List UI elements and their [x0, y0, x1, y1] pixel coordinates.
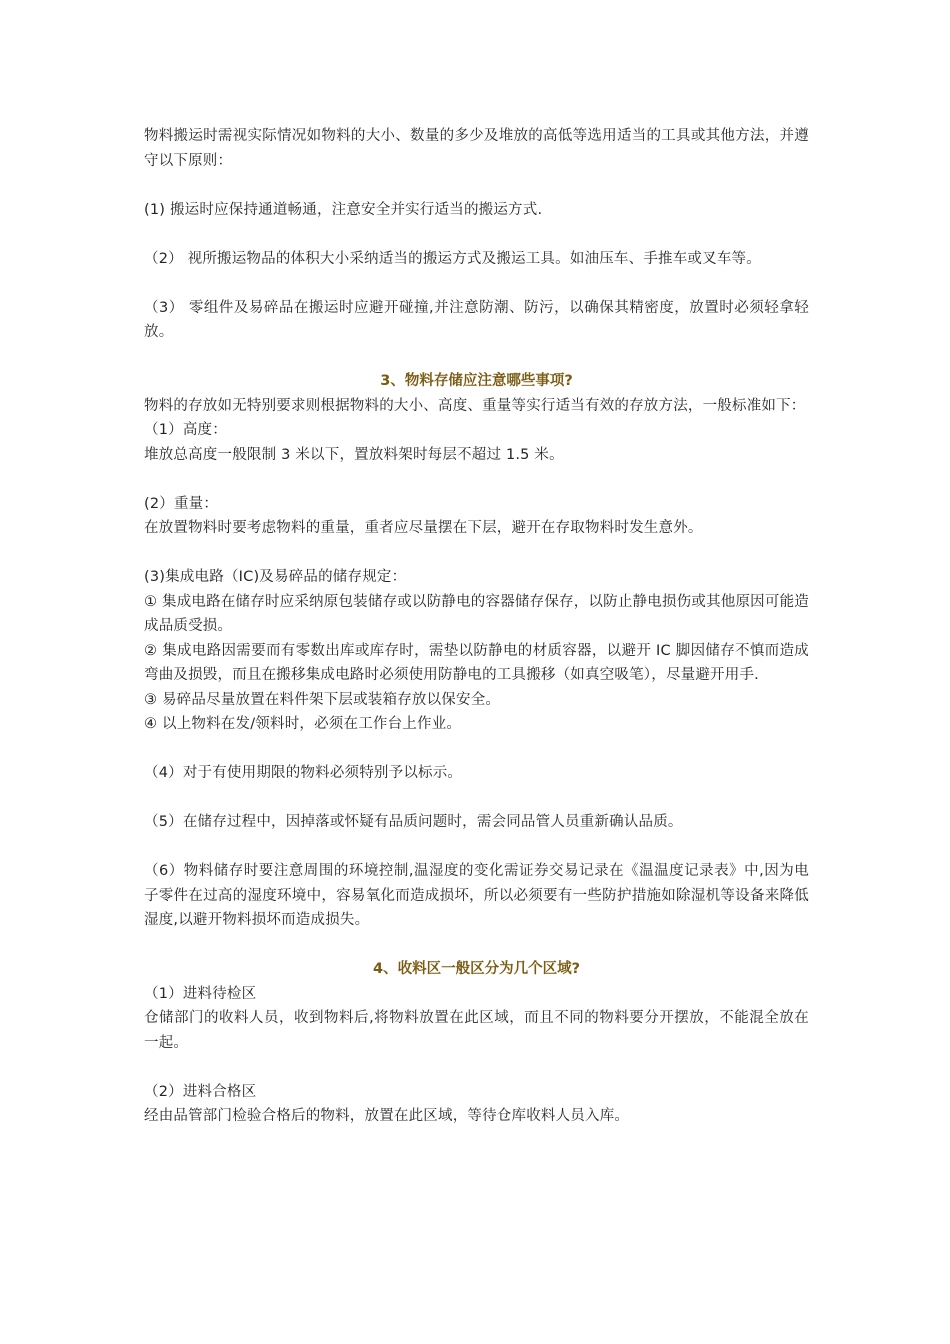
storage-item-4: （4）对于有使用期限的物料必须特别予以标示。: [144, 765, 463, 781]
area-1-title: （1）进料待检区: [144, 985, 257, 1002]
storage-ic-item-2: ② 集成电路因需要而有零数出库或库存时，需垫以防静电的材质容器，以避开 IC 脚因储存不慎而造成弯曲及损毁，而且在搬移集成电路时必须使用防静电的工具搬移（如真空吸笔），尽量避开用手.: [144, 642, 809, 683]
document-body: [144, 124, 809, 1129]
area-2-title: （2）进料合格区: [144, 1083, 257, 1100]
handling-rule-2: （2） 视所搬运物品的体积大小采纳适当的搬运方式及搬运工具。如油压车、手推车或叉车等。: [144, 250, 761, 267]
storage-ic-title: (3)集成电路（IC)及易碎品的储存规定：: [144, 569, 407, 585]
storage-weight-text: 在放置物料时要考虑物料的重量，重者应尽量摆在下层，避开在存取物料时发生意外。: [144, 520, 703, 536]
area-2-text: 经由品管部门检验合格后的物料，放置在此区域，等待仓库收料人员入库。: [144, 1108, 630, 1124]
storage-ic-item-4: ④ 以上物料在发/领料时，必须在工作台上作业。: [144, 716, 462, 732]
handling-rule-3: （3） 零组件及易碎品在搬运时应避开碰撞,并注意防潮、防污，以确保其精密度，放置时必须轻拿轻放。: [144, 299, 809, 340]
section-3-heading: 3、物料存储应注意哪些事项?: [380, 373, 573, 389]
storage-item-6: （6）物料储存时要注意周围的环境控制,温湿度的变化需证券交易记录在《温温度记录表》中,因为电子零件在过高的湿度环境中，容易氧化而造成损坏，所以必须要有一些防护措施如除湿机等设备来降低湿度,以避开物料损坏而造成损失。: [144, 863, 809, 928]
storage-height-title: （1）高度：: [144, 422, 227, 438]
area-1-text: 仓储部门的收料人员，收到物料后,将物料放置在此区域，而且不同的物料要分开摆放，不能混全放在一起。: [144, 1010, 809, 1051]
storage-ic-item-1: ① 集成电路在储存时应采纳原包装储存或以防静电的容器储存保存，以防止静电损伤或其他原因可能造成品质受损。: [144, 593, 809, 634]
handling-intro: 物料搬运时需视实际情况如物料的大小、数量的多少及堆放的高低等选用适当的工具或其他方法，并遵守以下原则：: [144, 128, 809, 169]
section-4-heading: 4、收料区一般区分为几个区域?: [373, 961, 580, 977]
storage-weight-title: (2）重量：: [144, 495, 219, 512]
storage-item-5: （5）在储存过程中，因掉落或怀疑有品质问题时，需会同品管人员重新确认品质。: [144, 814, 683, 830]
storage-height-text: 堆放总高度一般限制 3 米以下，置放料架时每层不超过 1.5 米。: [144, 446, 564, 463]
handling-rule-1: (1) 搬运时应保持通道畅通，注意安全并实行适当的搬运方式.: [144, 201, 543, 218]
storage-ic-item-3: ③ 易碎品尽量放置在料件架下层或装箱存放以保安全。: [144, 691, 501, 708]
storage-intro: 物料的存放如无特别要求则根据物料的大小、高度、重量等实行适当有效的存放方法，一般标准如下：: [144, 397, 806, 414]
